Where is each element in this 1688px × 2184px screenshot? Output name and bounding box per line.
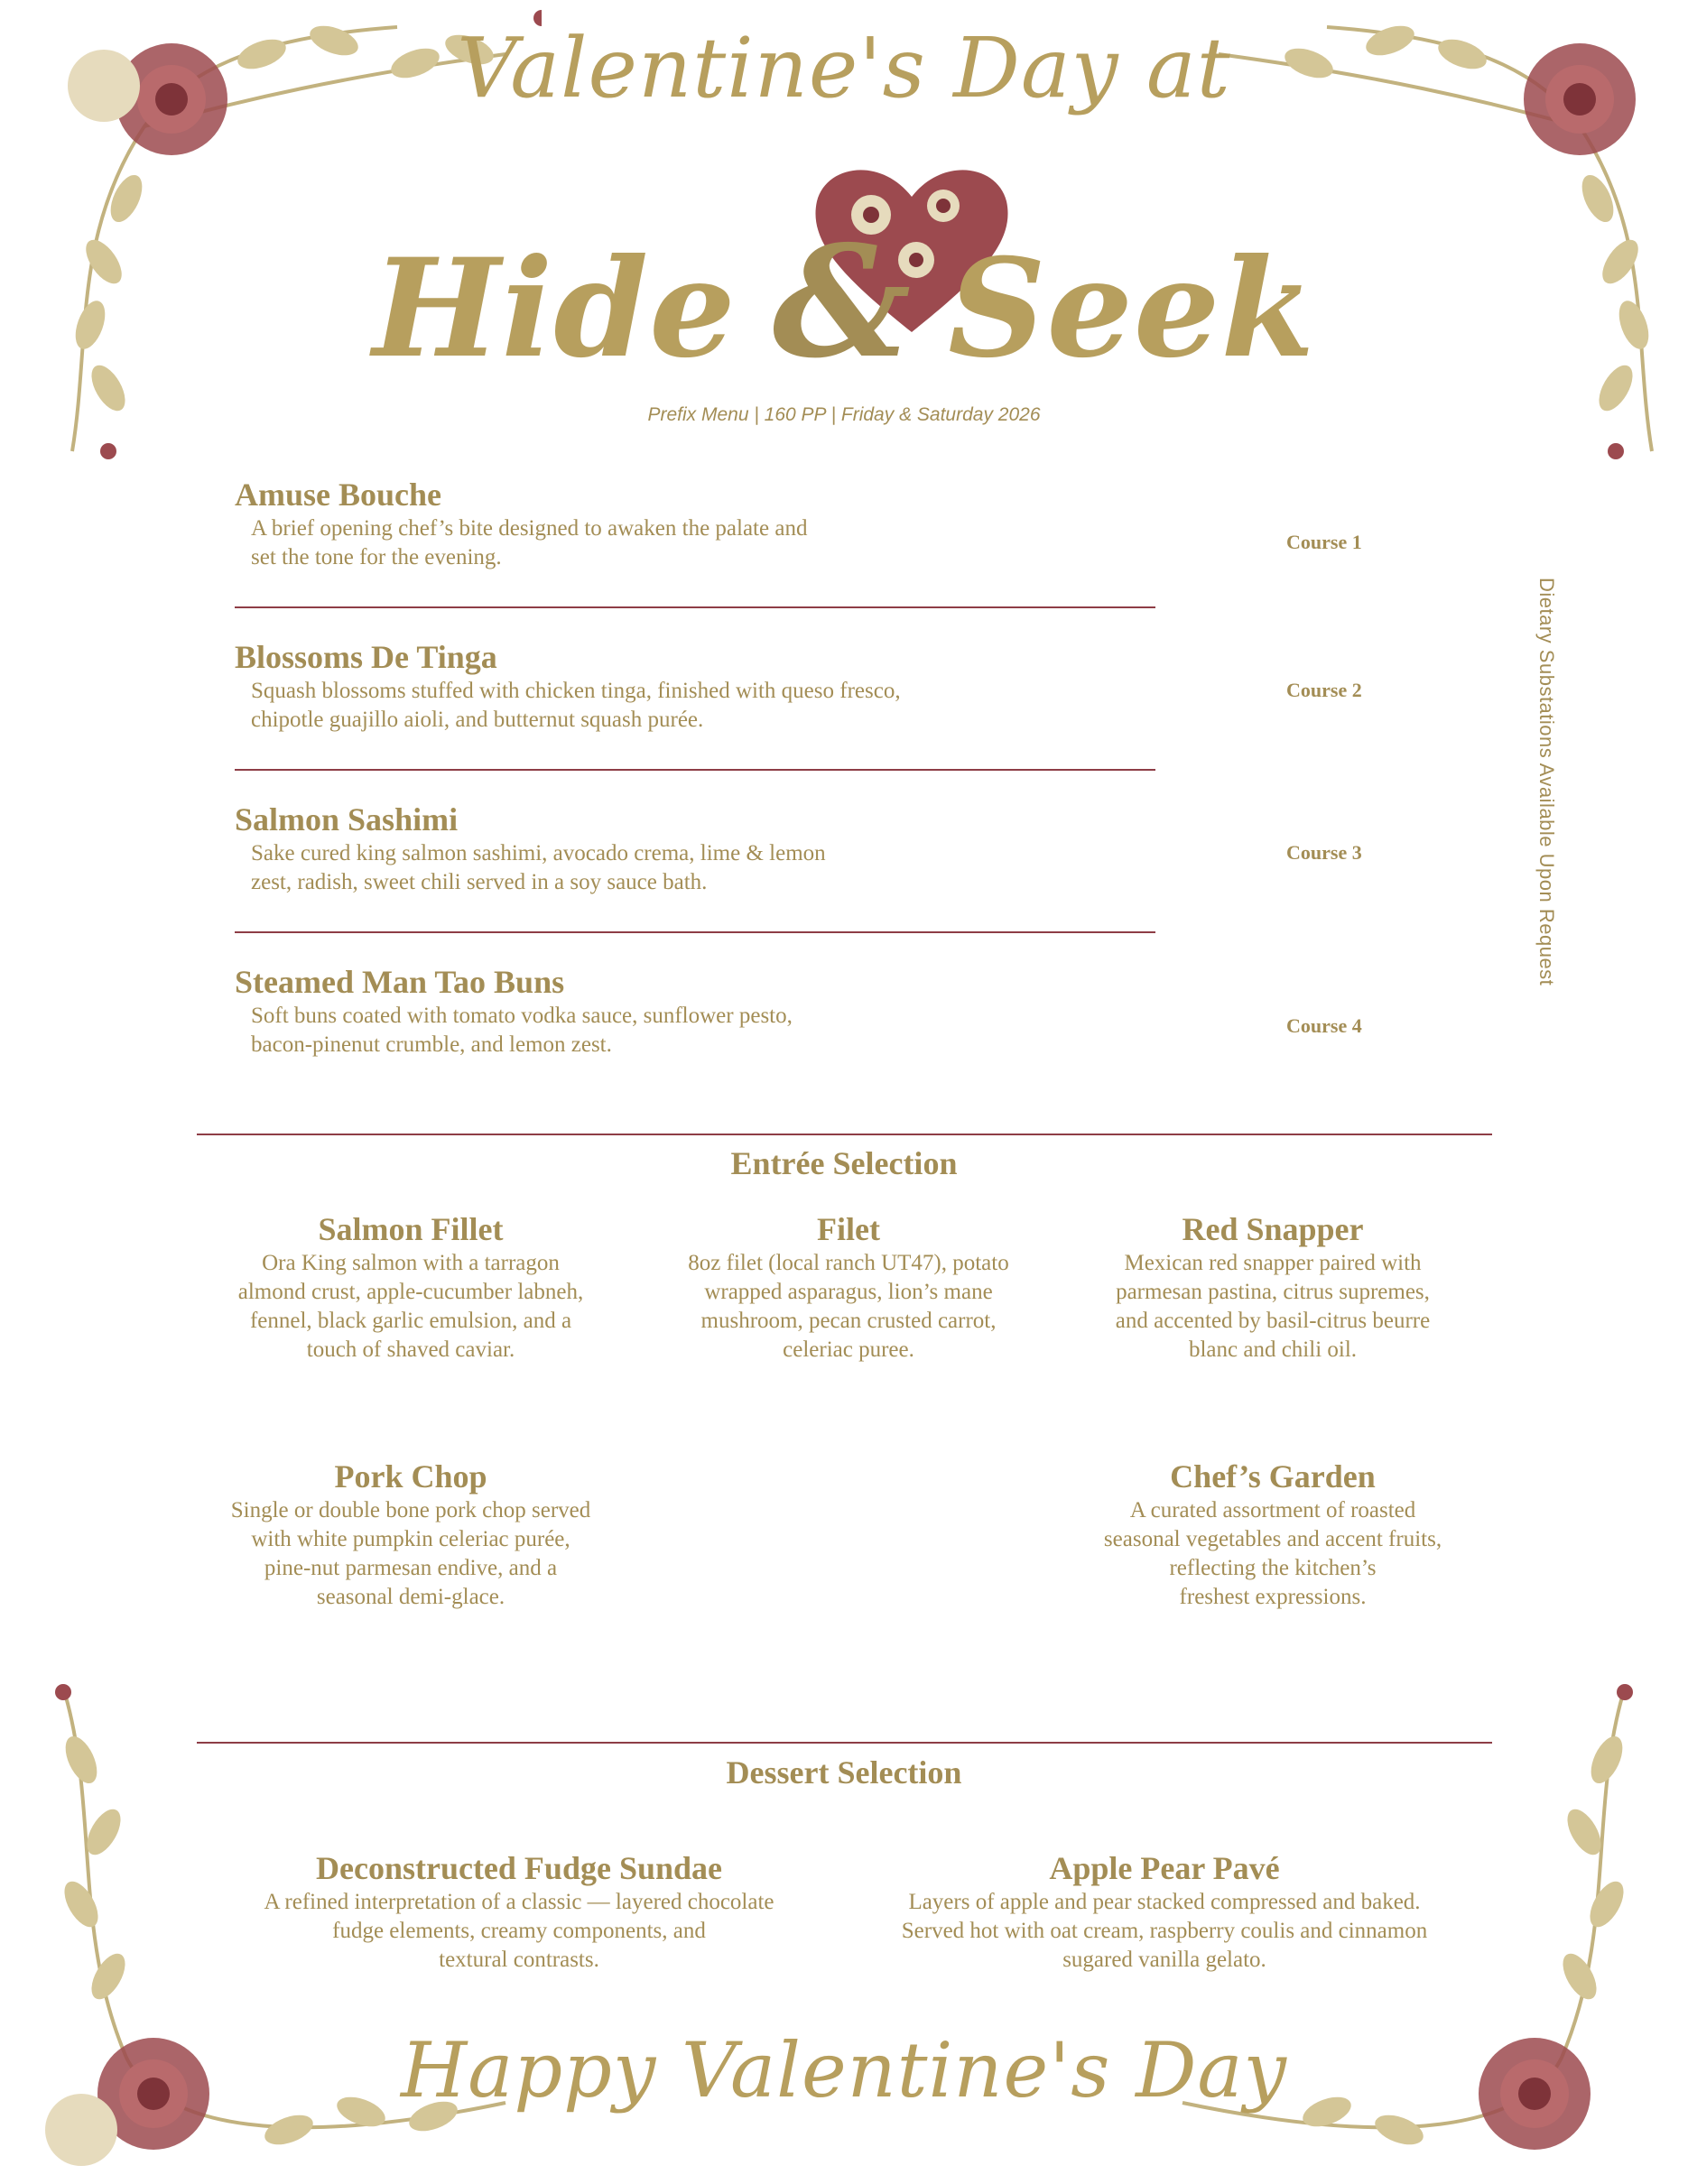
entree-item <box>1047 1458 1498 1612</box>
dish-description: Single or double bone pork chop served with white pumpkin celeriac purée, pine-nut parmesan endive, and a seasonal demi-glace. <box>230 1498 591 1609</box>
dish-name: Apple Pear Pavé <box>1049 1850 1280 1886</box>
dish-name: Deconstructed Fudge Sundae <box>315 1850 723 1886</box>
course-label: Course 4 <box>1286 1014 1362 1037</box>
course-name: Salmon Sashimi <box>235 801 459 838</box>
course-label: Course 2 <box>1286 679 1362 701</box>
dish-description: Mexican red snapper paired with parmesan pastina, citrus supremes, and accented by basil-citrus beurre blanc and chili oil. <box>1115 1251 1431 1362</box>
course-name: Blossoms De Tinga <box>235 639 497 675</box>
dish-name: Salmon Fillet <box>318 1211 504 1247</box>
course-divider <box>235 769 1155 771</box>
entree-item <box>185 1458 636 1612</box>
brand-right: Seek <box>948 229 1316 388</box>
header-top-title: Valentine's Day at <box>457 20 1231 116</box>
course-divider <box>235 606 1155 608</box>
dietary-note: Dietary Substations Available Upon Request <box>1535 578 1558 986</box>
dish-name: Red Snapper <box>1182 1211 1364 1247</box>
course-item <box>235 801 1155 897</box>
dish-description: A curated assortment of roasted seasonal vegetables and accent fruits, reflecting the kitchen’s freshest expressions. <box>1103 1498 1442 1609</box>
dessert-item <box>194 1850 844 1975</box>
section-divider <box>197 1742 1492 1744</box>
dish-description: Layers of apple and pear stacked compressed and baked. Served hot with oat cream, raspberry coulis and cinnamon sugared vanilla gelato. <box>901 1890 1428 1972</box>
dessert-item <box>839 1850 1489 1975</box>
entree-item <box>1056 1211 1489 1365</box>
dessert-section-title: Dessert Selection <box>726 1754 962 1791</box>
entree-item <box>194 1211 627 1365</box>
brand-left: Hide <box>372 229 737 388</box>
dish-description: A refined interpretation of a classic — layered chocolate fudge elements, creamy components, and textural contrasts. <box>264 1890 774 1972</box>
course-description: A brief opening chef’s bite designed to awaken the palate and set the tone for the evening. <box>251 516 808 569</box>
course-name: Amuse Bouche <box>235 477 442 513</box>
entree-item <box>632 1211 1065 1365</box>
course-item <box>235 477 1155 572</box>
dish-description: Ora King salmon with a tarragon almond crust, apple-cucumber labneh, fennel, black garlic emulsion, and a touch of shaved caviar. <box>237 1251 584 1362</box>
course-divider <box>235 931 1155 933</box>
course-label: Course 3 <box>1286 841 1362 864</box>
dish-name: Chef’s Garden <box>1170 1458 1376 1495</box>
footer-title: Happy Valentine's Day <box>401 2026 1287 2115</box>
section-divider <box>197 1134 1492 1135</box>
course-name: Steamed Man Tao Buns <box>235 964 565 1000</box>
course-item <box>235 639 1155 735</box>
dish-description: 8oz filet (local ranch UT47), potato wrapped asparagus, lion’s mane mushroom, pecan crusted carrot, celeriac puree. <box>688 1251 1009 1362</box>
course-item <box>235 964 1155 1060</box>
course-description: Squash blossoms stuffed with chicken tinga, finished with queso fresco, chipotle guajillo aioli, and butternut squash purée. <box>251 679 901 732</box>
dish-name: Pork Chop <box>334 1458 487 1495</box>
course-description: Sake cured king salmon sashimi, avocado crema, lime & lemon zest, radish, sweet chili served in a soy sauce bath. <box>251 841 826 894</box>
entree-section-title: Entrée Selection <box>730 1145 958 1181</box>
brand-ampersand: & <box>772 212 913 393</box>
restaurant-brand <box>0 212 1688 393</box>
dish-name: Filet <box>817 1211 880 1247</box>
menu-subtitle: Prefix Menu | 160 PP | Friday & Saturday 2026 <box>647 404 1041 425</box>
course-description: Soft buns coated with tomato vodka sauce, sunflower pesto, bacon-pinenut crumble, and lemon zest. <box>251 1004 793 1057</box>
course-label: Course 1 <box>1286 531 1362 553</box>
